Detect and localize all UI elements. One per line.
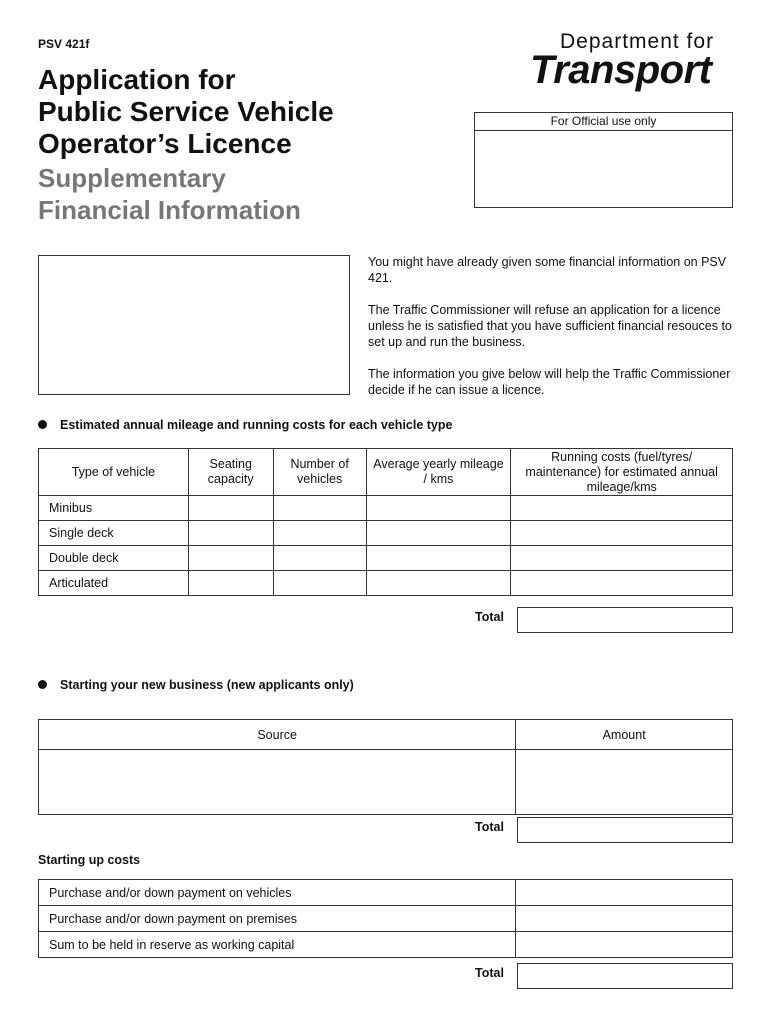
- vehicle-type-label: Single deck: [39, 521, 189, 546]
- vehicles-field[interactable]: [273, 521, 366, 546]
- vehicles-field[interactable]: [273, 546, 366, 571]
- seating-field[interactable]: [188, 496, 273, 521]
- vehicles-field[interactable]: [273, 571, 366, 596]
- intro-paragraph: The information you give below will help the Traffic Commissioner decide if he can issue a licence.: [368, 367, 731, 397]
- blank-box: [38, 255, 350, 395]
- total-field[interactable]: [517, 963, 733, 989]
- cost-label: Purchase and/or down payment on premises: [39, 906, 516, 932]
- table-row: [39, 932, 733, 958]
- total-label: Total: [475, 820, 504, 834]
- column-header: Running costs (fuel/tyres/ maintenance) for estimated annual mileage/kms: [511, 449, 733, 496]
- table-row: [39, 750, 733, 815]
- section1-heading-text: Estimated annual mileage and running costs for each vehicle type: [60, 418, 453, 432]
- section1-heading: [38, 418, 452, 432]
- column-header: Type of vehicle: [39, 449, 189, 496]
- running-costs-field[interactable]: [511, 496, 733, 521]
- table-header-row: [39, 449, 733, 496]
- mileage-field[interactable]: [366, 571, 511, 596]
- running-costs-field[interactable]: [511, 546, 733, 571]
- source-field[interactable]: [39, 750, 516, 815]
- column-header: Amount: [516, 720, 733, 750]
- total-field[interactable]: [517, 817, 733, 843]
- official-use-box: [474, 112, 733, 208]
- table-row: [39, 521, 733, 546]
- running-costs-field[interactable]: [511, 521, 733, 546]
- table-row: [39, 880, 733, 906]
- table-row: [39, 906, 733, 932]
- intro-paragraph: The Traffic Commissioner will refuse an application for a licence unless he is satisfied that you have sufficient financial resouces to set up and run the business.: [368, 303, 732, 349]
- title-line: Operator’s Licence: [38, 128, 292, 159]
- vehicles-field[interactable]: [273, 496, 366, 521]
- total-field[interactable]: [517, 607, 733, 633]
- title-line: Public Service Vehicle: [38, 96, 334, 127]
- form-code: PSV 421f: [38, 37, 90, 51]
- cost-amount-field[interactable]: [516, 880, 733, 906]
- bullet-icon: [38, 420, 47, 429]
- official-use-header: For Official use only: [475, 113, 732, 131]
- mileage-field[interactable]: [366, 496, 511, 521]
- table-row: [39, 571, 733, 596]
- seating-field[interactable]: [188, 521, 273, 546]
- subtitle-line: Supplementary: [38, 163, 226, 193]
- vehicle-type-label: Minibus: [39, 496, 189, 521]
- mileage-field[interactable]: [366, 521, 511, 546]
- section2-heading: [38, 678, 354, 692]
- section3-heading: Starting up costs: [38, 853, 141, 867]
- cost-amount-field[interactable]: [516, 932, 733, 958]
- vehicle-costs-table: [38, 448, 733, 596]
- seating-field[interactable]: [188, 546, 273, 571]
- column-header: Seating capacity: [188, 449, 273, 496]
- cost-label: Purchase and/or down payment on vehicles: [39, 880, 516, 906]
- amount-field[interactable]: [516, 750, 733, 815]
- table-row: [39, 546, 733, 571]
- section2-heading-text: Starting your new business (new applicants only): [60, 678, 354, 692]
- vehicle-type-label: Articulated: [39, 571, 189, 596]
- seating-field[interactable]: [188, 571, 273, 596]
- funding-source-table: [38, 719, 733, 815]
- total-label: Total: [475, 610, 504, 624]
- cost-amount-field[interactable]: [516, 906, 733, 932]
- total-label: Total: [475, 966, 504, 980]
- table-header-row: [39, 720, 733, 750]
- department-logo-line1: Department for: [560, 30, 715, 53]
- column-header: Average yearly mileage / kms: [366, 449, 511, 496]
- bullet-icon: [38, 680, 47, 689]
- page-subtitle: [38, 162, 301, 226]
- page-title: [38, 64, 334, 160]
- table-row: [39, 496, 733, 521]
- department-logo-line2: Transport: [530, 48, 712, 92]
- mileage-field[interactable]: [366, 546, 511, 571]
- cost-label: Sum to be held in reserve as working capital: [39, 932, 516, 958]
- column-header: Number of vehicles: [273, 449, 366, 496]
- vehicle-type-label: Double deck: [39, 546, 189, 571]
- running-costs-field[interactable]: [511, 571, 733, 596]
- column-header: Source: [39, 720, 516, 750]
- title-line: Application for: [38, 64, 236, 95]
- intro-text: [368, 254, 738, 414]
- intro-paragraph: You might have already given some financial information on PSV 421.: [368, 255, 727, 285]
- startup-costs-table: [38, 879, 733, 958]
- subtitle-line: Financial Information: [38, 195, 301, 225]
